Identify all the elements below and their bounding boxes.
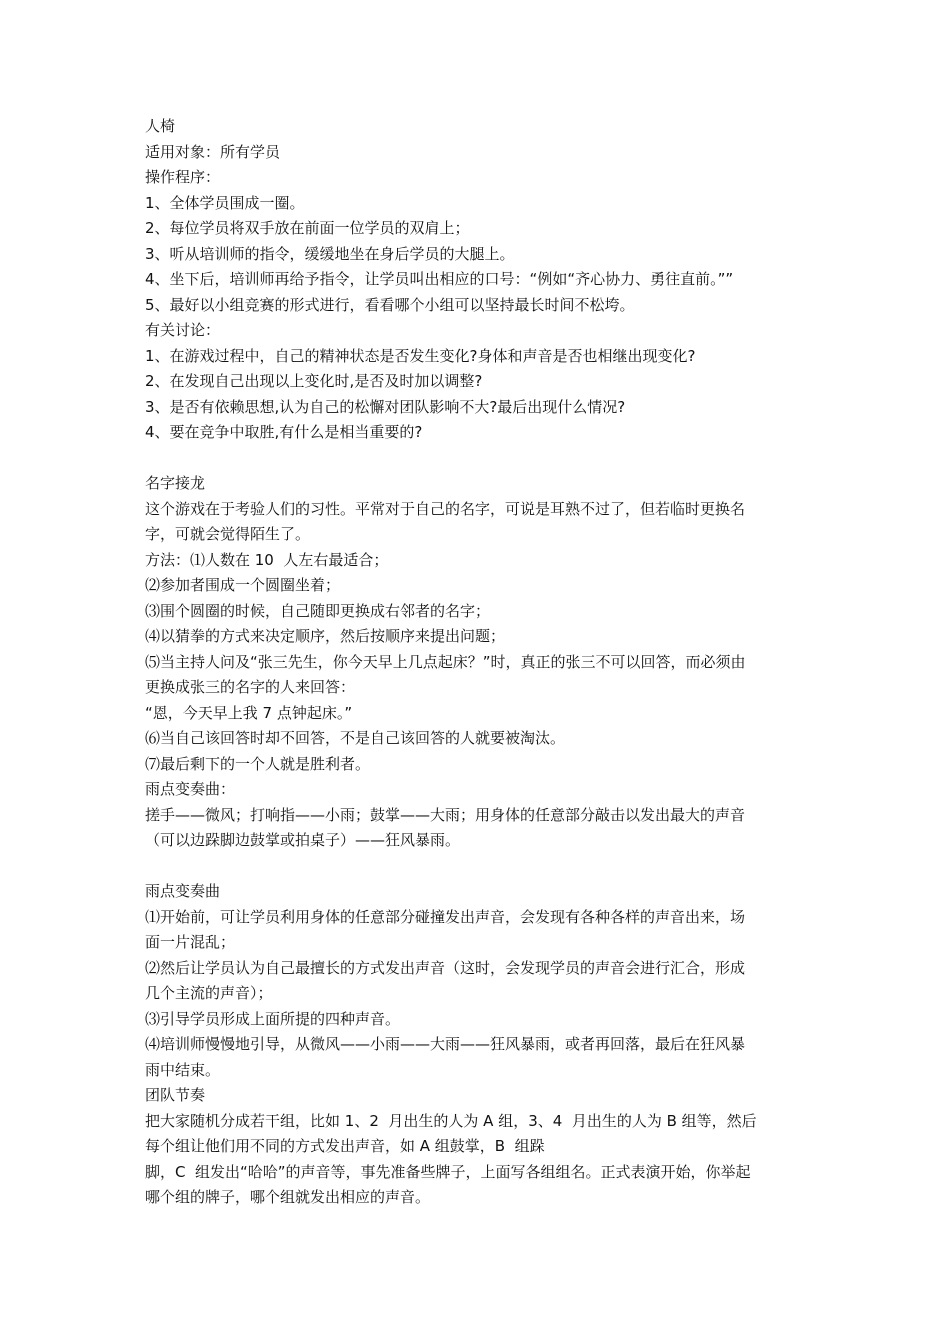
text-line: ⑵然后让学员认为自己最擅长的方式发出声音（这时，会发现学员的声音会进行汇合，形成 (145, 958, 746, 977)
text-line: 雨点变奏曲： (145, 780, 236, 798)
text-line: ⑷培训师慢慢地引导，从微风——小雨——大雨——狂风暴雨，或者再回落，最后在狂风暴 (145, 1035, 746, 1053)
section-name-chain (145, 471, 810, 854)
text-line: 脚，C 组发出“哈哈”的声音等，事先准备些牌子，上面写各组组名。正式表演开始，你举起 (145, 1162, 751, 1181)
text-line: ⑵参加者围成一个圆圈坐着； (145, 576, 341, 594)
text-line: 2、在发现自己出现以上变化时,是否及时加以调整? (145, 372, 483, 390)
section-title: 团队节奏 (145, 1086, 206, 1104)
text-line: ⑶引导学员形成上面所提的四种声音。 (145, 1009, 401, 1028)
text-line: 4、要在竞争中取胜,有什么是相当重要的? (145, 423, 423, 441)
text-line: 字，可就会觉得陌生了。 (145, 525, 311, 543)
text-line: ⑷以猜拳的方式来决定顺序，然后按顺序来提出问题； (145, 627, 506, 645)
text-line: 面一片混乱； (145, 933, 236, 951)
text-line: 雨中结束。 (145, 1060, 221, 1079)
blank-line (145, 446, 810, 472)
text-line: 4、坐下后，培训师再给予指令，让学员叫出相应的口号：“例如“齐心协力、勇往直前。”” (145, 270, 734, 288)
text-line: 3、听从培训师的指令，缓缓地坐在身后学员的大腿上。 (145, 244, 515, 263)
text-line: 方法：⑴人数在 10 人左右最适合； (145, 550, 389, 569)
text-line: 把大家随机分成若干组，比如 1、2 月出生的人为 A 组，3、4 月出生的人为 B 组等，然后 (145, 1111, 757, 1130)
text-line: 1、在游戏过程中，自己的精神状态是否发生变化?身体和声音是否也相继出现变化? (145, 346, 696, 365)
text-line: 适用对象：所有学员 (145, 142, 281, 161)
text-line: ⑸当主持人问及“张三先生，你今天早上几点起床？”时，真正的张三不可以回答，而必须由 (145, 652, 746, 671)
section-title: 雨点变奏曲 (145, 882, 221, 900)
section-title: 人椅 (145, 117, 176, 135)
text-line: ⑹当自己该回答时却不回答，不是自己该回答的人就要被淘汰。 (145, 729, 566, 747)
text-line: ⑶围个圆圈的时候，自己随即更换成右邻者的名字； (145, 601, 491, 620)
text-line: 1、全体学员围成一圈。 (145, 193, 305, 212)
text-line: “恩，今天早上我 7 点钟起床。” (145, 703, 353, 722)
text-line: ⑺最后剩下的一个人就是胜利者。 (145, 754, 371, 773)
text-line: ⑴开始前，可让学员利用身体的任意部分碰撞发出声音，会发现有各种各样的声音出来，场 (145, 907, 746, 926)
text-line: 几个主流的声音）； (145, 984, 273, 1002)
text-line: 操作程序： (145, 168, 221, 186)
text-line: 有关讨论： (145, 321, 221, 339)
text-line: 更换成张三的名字的人来回答： (145, 678, 356, 696)
blank-line (145, 854, 810, 880)
section-human-chair (145, 114, 810, 446)
text-line: 2、每位学员将双手放在前面一位学员的双肩上； (145, 219, 470, 237)
text-line: （可以边跺脚边鼓掌或拍桌子）——狂风暴雨。 (145, 831, 461, 849)
text-line: 这个游戏在于考验人们的习性。平常对于自己的名字，可说是耳熟不过了，但若临时更换名 (145, 499, 746, 518)
text-line: 搓手——微风；打响指——小雨；鼓掌——大雨；用身体的任意部分敲击以发出最大的声音 (145, 805, 746, 824)
text-line: 5、最好以小组竞赛的形式进行，看看哪个小组可以坚持最长时间不松垮。 (145, 295, 635, 314)
section-rain-variations (145, 879, 810, 1211)
text-line: 每个组让他们用不同的方式发出声音，如 A 组鼓掌，B 组跺 (145, 1137, 545, 1155)
section-title: 名字接龙 (145, 474, 206, 492)
text-line: 哪个组的牌子，哪个组就发出相应的声音。 (145, 1188, 431, 1206)
text-line: 3、是否有依赖思想,认为自己的松懈对团队影响不大?最后出现什么情况? (145, 397, 626, 416)
